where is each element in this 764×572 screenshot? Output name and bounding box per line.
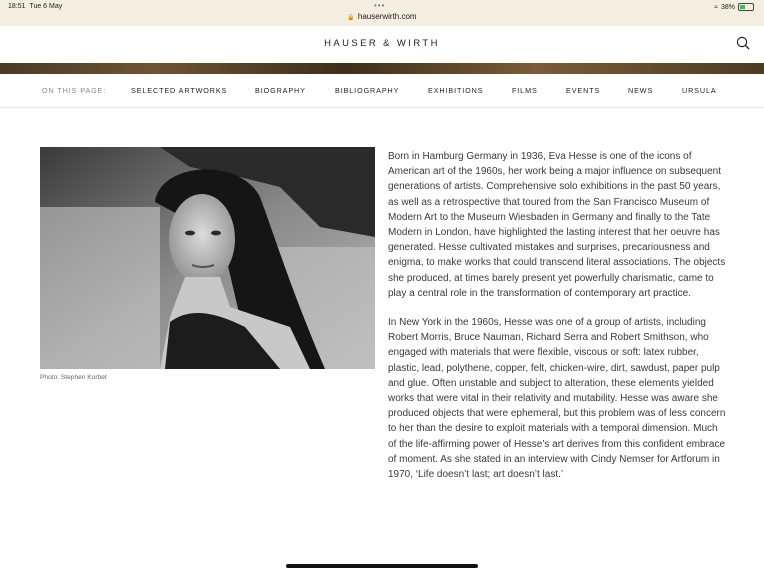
site-header bbox=[0, 26, 764, 63]
status-bar bbox=[0, 0, 764, 26]
search-icon[interactable] bbox=[736, 36, 750, 50]
on-this-page-label: ON THIS PAGE: bbox=[42, 86, 107, 95]
biography-paragraph: In New York in the 1960s, Hesse was one of a group of artists, including Robert Morris, Bruce Nauman, Richard Serra and Robert Smithson, who engaged with materials that were flexible, viscous or soft: latex rubber, plastic, lead, polythene, copper, felt, chicken-wire, dirt, sawdust, paper pulp and glue. Often unstable and subject to alteration, these elements yielded works that were vital in their relativity and mutability. Hesse was aware she produced objects that were ephemeral, but this problem was of less concern to her than the desire to exploit materials with a temporal dimension. Much of the life-affirming power of Hesse’s art derives from this confident embrace of moment. As she stated in an interview with Cindy Nemser for Artforum in 1970, ‘Life doesn’t last; art doesn’t last.’ bbox=[388, 317, 726, 481]
nav-selected-artworks[interactable]: SELECTED ARTWORKS bbox=[131, 86, 228, 95]
nav-biography[interactable]: BIOGRAPHY bbox=[255, 86, 306, 95]
battery-icon bbox=[738, 3, 754, 11]
lock-icon: 🔒 bbox=[347, 15, 355, 21]
nav-bibliography[interactable]: BIBLIOGRAPHY bbox=[335, 86, 400, 95]
tab-handle-icon[interactable]: ••• bbox=[374, 1, 386, 10]
home-indicator[interactable] bbox=[286, 564, 478, 568]
nav-exhibitions[interactable]: EXHIBITIONS bbox=[428, 86, 484, 95]
photo-caption: Photo: Stephen Korbet bbox=[40, 374, 107, 381]
nav-films[interactable]: FILMS bbox=[512, 86, 538, 95]
address-bar[interactable] bbox=[0, 12, 764, 21]
nav-ursula[interactable]: URSULA bbox=[682, 86, 717, 95]
artist-portrait-photo bbox=[40, 147, 375, 369]
url-text: hauserwirth.com bbox=[357, 12, 417, 21]
nav-events[interactable]: EVENTS bbox=[566, 86, 601, 95]
wifi-icon: ≈ bbox=[714, 3, 718, 11]
hero-image-strip bbox=[0, 63, 764, 74]
on-this-page-nav bbox=[0, 74, 764, 108]
status-time: 18:51 Tue 6 May bbox=[8, 3, 63, 10]
biography-paragraph: Born in Hamburg Germany in 1936, Eva Hesse is one of the icons of American art of the 1960s, her work being a major influence on subsequent generations of artists. Comprehensive solo exhibitions in the past 50 years, as well as a retrospective that toured from the San Francisco Museum of Modern Art to the Museum Wiesbaden in Germany and finally to the Tate Modern in London, have highlighted the lasting interest that her oeuvre has generated. Hesse cultivated mistakes and surprises, precariousness and enigma, to make works that could transcend literal associations. The objects she produced, at times barely present yet powerfully charismatic, came to play a central role in the transformation of contemporary art practice. bbox=[388, 151, 726, 299]
battery-percent: 38% bbox=[720, 3, 735, 11]
nav-news[interactable]: NEWS bbox=[628, 86, 654, 95]
biography-text bbox=[388, 149, 728, 496]
status-indicators bbox=[714, 3, 754, 11]
brand-logo[interactable]: HAUSER & WIRTH bbox=[324, 38, 440, 49]
